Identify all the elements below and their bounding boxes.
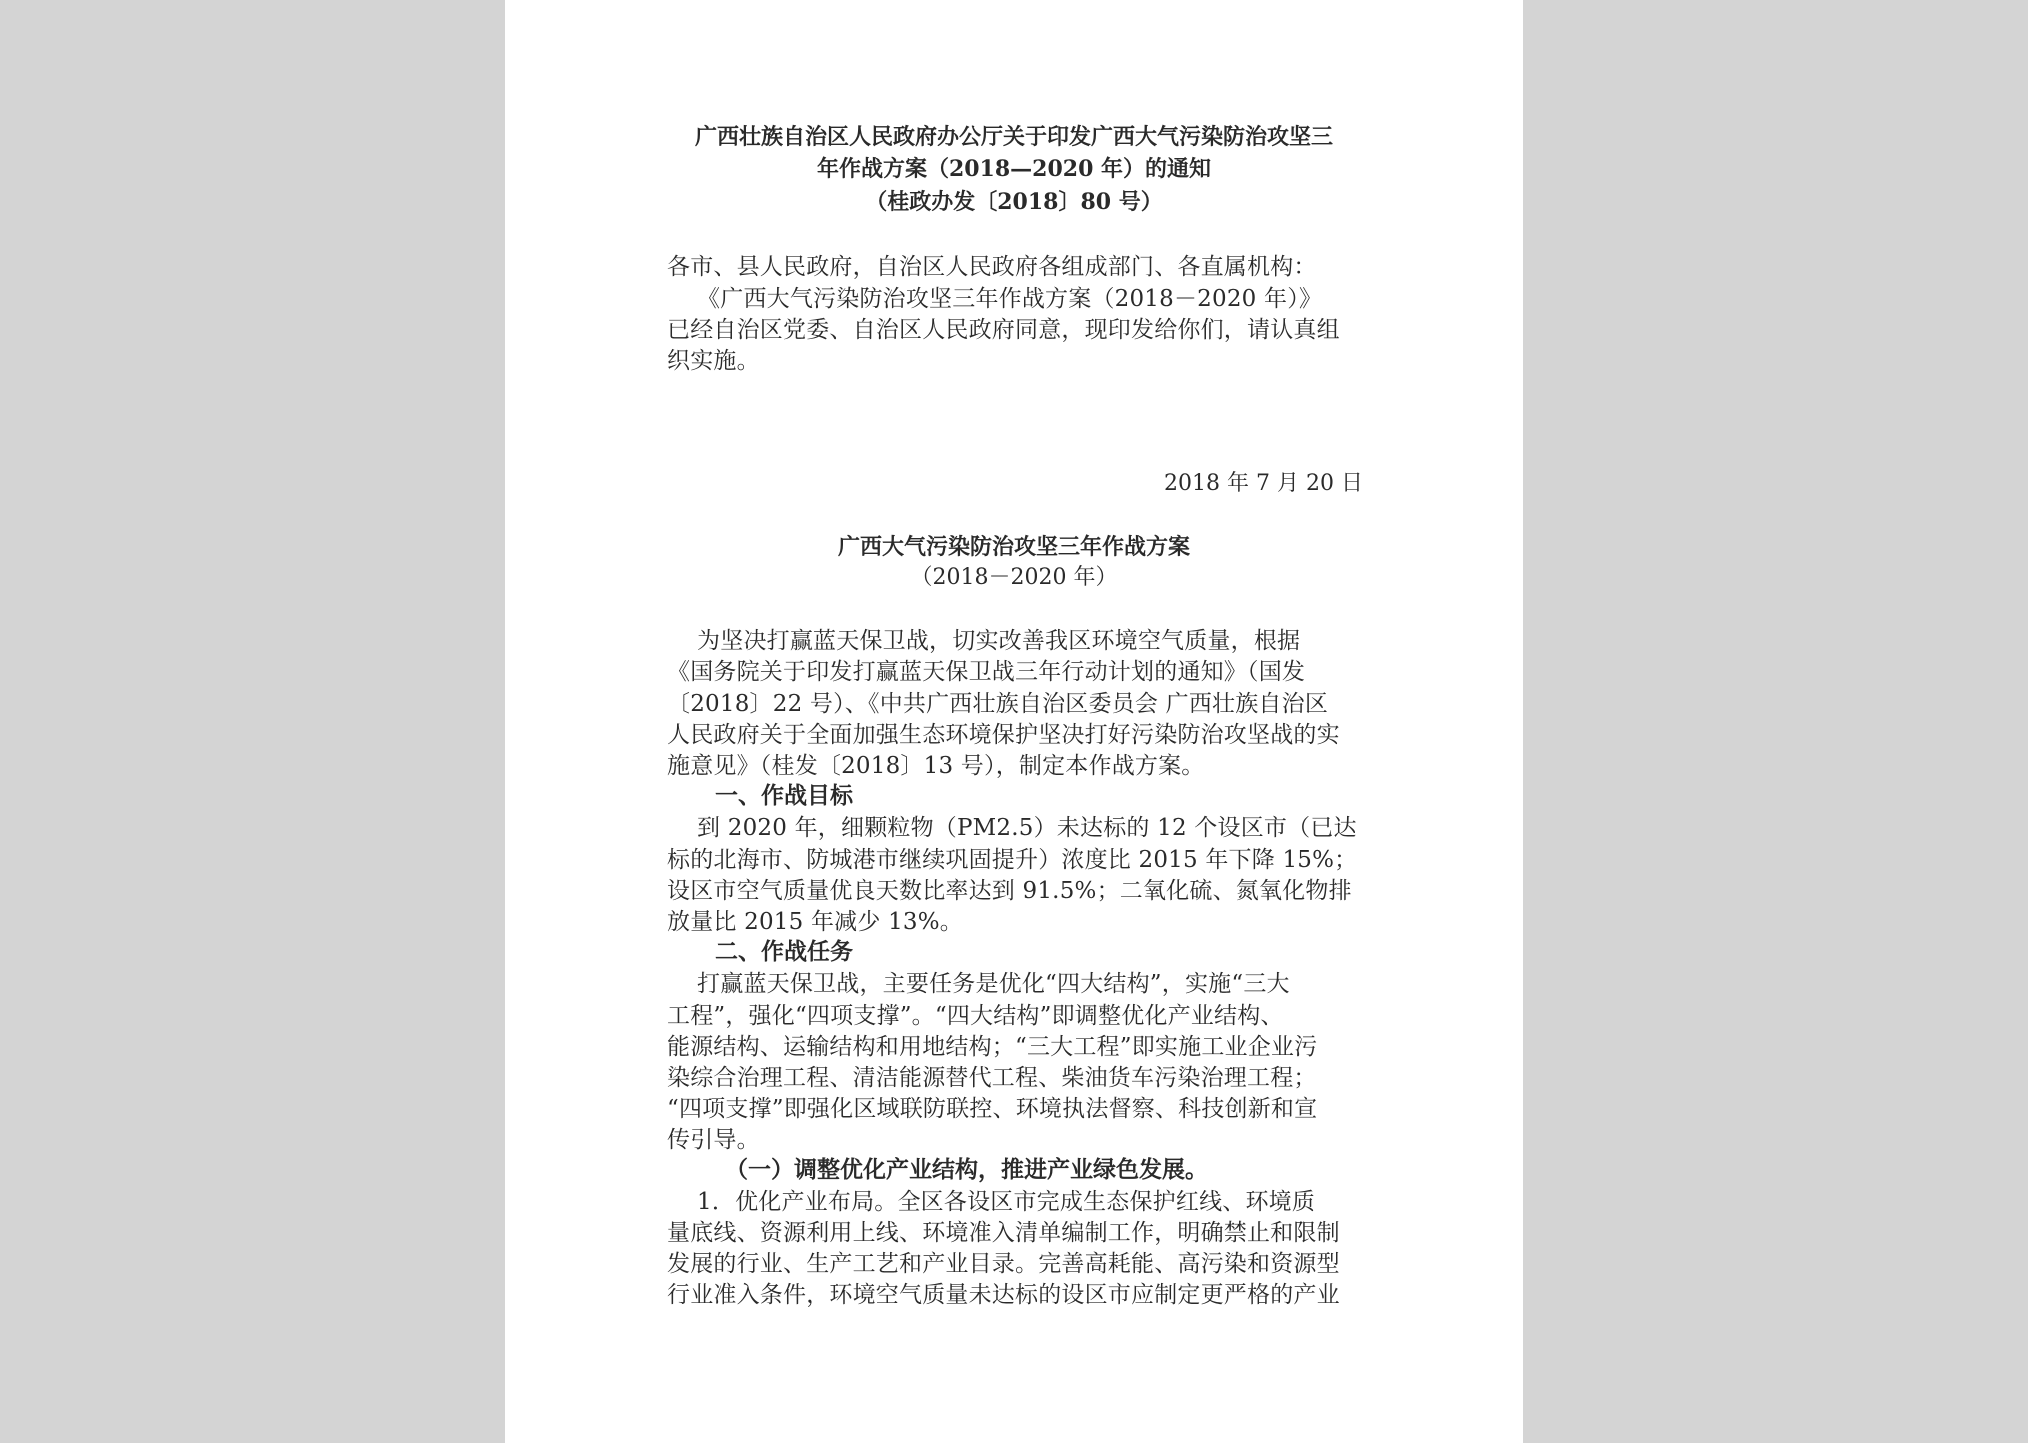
subsection-line: 1．优化产业布局。全区各设区市完成生态保护红线、环境质: [667, 1189, 1316, 1215]
notice-title-line: 广西壮族自治区人民政府办公厅关于印发广西大气污染防治攻坚三: [694, 124, 1333, 150]
section-line: 标的北海市、防城港市继续巩固提升）浓度比 2015 年下降 15%；: [667, 847, 1358, 873]
plan-intro-line: 为坚决打赢蓝天保卫战，切实改善我区环境空气质量，根据: [667, 628, 1301, 654]
section-line: 能源结构、运输结构和用地结构；“三大工程”即实施工业企业污: [667, 1034, 1318, 1060]
section-line: 打赢蓝天保卫战，主要任务是优化“四大结构”，实施“三大: [667, 971, 1290, 997]
notice-title-line: 年作战方案（2018—2020 年）的通知: [816, 156, 1212, 182]
plan-title: 广西大气污染防治攻坚三年作战方案: [837, 534, 1190, 560]
subsection-heading: （一）调整优化产业结构，推进产业绿色发展。: [725, 1156, 1208, 1183]
plan-subtitle: （2018－2020 年）: [910, 565, 1118, 590]
document-page: [505, 0, 1523, 1443]
subsection-line: 量底线、资源利用上线、环境准入清单编制工作，明确禁止和限制: [667, 1220, 1340, 1246]
plan-intro-line: 〔2018〕22 号）、《中共广西壮族自治区委员会 广西壮族自治区: [667, 691, 1329, 717]
section-line: 到 2020 年，细颗粒物（PM2.5）未达标的 12 个设区市（已达: [667, 815, 1357, 841]
notice-body-line: 《广西大气污染防治攻坚三年作战方案（2018－2020 年）》: [667, 286, 1323, 312]
section-line: 传引导。: [667, 1127, 760, 1153]
notice-body-line: 各市、县人民政府，自治区人民政府各组成部门、各直属机构：: [667, 254, 1317, 280]
section-line: 工程”，强化“四项支撑”。“四大结构”即调整优化产业结构、: [667, 1003, 1284, 1029]
plan-intro-line: 《国务院关于印发打赢蓝天保卫战三年行动计划的通知》（国发: [667, 659, 1306, 685]
notice-body-line: 织实施。: [667, 348, 760, 374]
notice-doc-number: （桂政办发〔2018〕80 号）: [865, 189, 1163, 215]
section-heading: 二、作战任务: [715, 938, 853, 965]
notice-date: 2018 年 7 月 20 日: [1164, 471, 1363, 496]
notice-body-line: 已经自治区党委、自治区人民政府同意，现印发给你们，请认真组: [667, 317, 1340, 343]
section-line: 设区市空气质量优良天数比率达到 91.5%；二氧化硫、氮氧化物排: [667, 878, 1352, 904]
subsection-line: 行业准入条件，环境空气质量未达标的设区市应制定更严格的产业: [667, 1282, 1340, 1308]
section-heading: 一、作战目标: [715, 782, 853, 809]
plan-intro-line: 施意见》（桂发〔2018〕13 号），制定本作战方案。: [667, 753, 1205, 779]
section-line: 染综合治理工程、清洁能源替代工程、柴油货车污染治理工程；: [667, 1065, 1317, 1091]
subsection-line: 发展的行业、生产工艺和产业目录。完善高耗能、高污染和资源型: [667, 1251, 1340, 1277]
section-line: “四项支撑”即强化区域联防联控、环境执法督察、科技创新和宣: [667, 1096, 1318, 1122]
section-line: 放量比 2015 年减少 13%。: [667, 909, 963, 935]
plan-intro-line: 人民政府关于全面加强生态环境保护坚决打好污染防治攻坚战的实: [667, 722, 1340, 748]
